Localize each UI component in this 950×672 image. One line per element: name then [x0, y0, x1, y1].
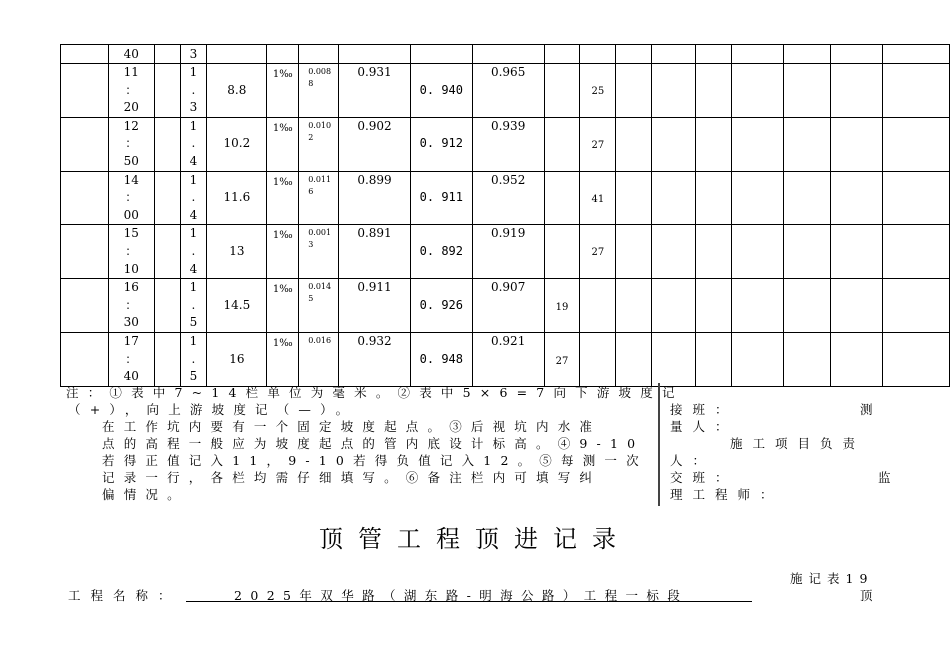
notes-section [60, 383, 684, 506]
blank-cell [154, 279, 180, 333]
digit-text: 3 [189, 100, 198, 115]
digit-text: 4 [189, 261, 198, 276]
reading-cell: 0.899 [339, 171, 411, 225]
blank-cell [783, 225, 831, 279]
time-text: 30 [123, 315, 139, 330]
time-cell [108, 64, 154, 118]
time-text: 50 [123, 153, 139, 168]
blank-cell [731, 225, 783, 279]
digit-text: 1 [189, 65, 198, 79]
digit-cell [180, 117, 207, 171]
time-text: 16 [123, 280, 139, 295]
blank-cell [652, 45, 696, 64]
blank-cell [731, 171, 783, 225]
blank-cell [831, 332, 883, 386]
note-line: 在工作坑内要有一个固定坡度起点。③后视坑内水准 [102, 419, 602, 434]
reading-cell: 0. 911 [410, 171, 472, 225]
blank-cell [154, 45, 180, 64]
length-cell: 8.8 [207, 64, 267, 118]
digit-text: 4 [189, 207, 198, 222]
reading-cell [410, 45, 472, 64]
deviation-cell [544, 117, 580, 171]
design-elevation-cell [299, 45, 339, 64]
digit-text: 1 [189, 226, 198, 241]
row-index-cell [61, 45, 109, 64]
time-cell [108, 171, 154, 225]
blank-cell [883, 225, 950, 279]
handover-label: 交班： [670, 470, 738, 485]
blank-cell [652, 279, 696, 333]
blank-cell [154, 171, 180, 225]
digit-text: . [191, 243, 196, 258]
supervisor-label: 理工程师： [670, 487, 783, 502]
receiver-label: 接班： [670, 402, 738, 417]
time-text: ： [125, 136, 138, 151]
blank-cell [616, 45, 652, 64]
design-elevation-text: 0.001 [308, 228, 332, 238]
design-elevation-text: 0.016 [308, 335, 332, 345]
digit-cell [180, 171, 207, 225]
deviation-cell [580, 332, 616, 386]
reading-cell: 0.931 [339, 64, 411, 118]
blank-cell [731, 279, 783, 333]
reading-cell: 0. 926 [410, 279, 472, 333]
design-elevation-text: 0.010 [308, 120, 332, 130]
reading-cell [339, 45, 411, 64]
digit-cell [180, 64, 207, 118]
deviation-cell: 19 [544, 279, 580, 333]
time-text: ： [125, 190, 138, 205]
time-cell [108, 279, 154, 333]
time-text: 17 [123, 333, 139, 348]
time-text: 11 [123, 65, 139, 79]
time-text: ： [125, 351, 138, 366]
reading-cell: 0.965 [472, 64, 544, 118]
blank-cell [731, 45, 783, 64]
length-cell: 13 [207, 225, 267, 279]
digit-text: . [191, 82, 196, 97]
digit-text: 5 [189, 315, 198, 330]
digit-text: 1 [189, 118, 198, 133]
deviation-cell: 27 [544, 332, 580, 386]
blank-cell [783, 332, 831, 386]
deviation-cell: 25 [580, 64, 616, 118]
time-cell [108, 117, 154, 171]
blank-cell [695, 45, 731, 64]
blank-cell [616, 332, 652, 386]
reading-cell: 0.911 [339, 279, 411, 333]
time-text: 20 [123, 100, 139, 115]
blank-cell [652, 117, 696, 171]
row-index-cell [61, 171, 109, 225]
blank-cell [831, 225, 883, 279]
blank-cell [883, 171, 950, 225]
reading-cell: 0.891 [339, 225, 411, 279]
note-line: 若得正值记入11，9-10若得负值记入12。⑤每测一次 [102, 453, 648, 468]
design-elevation-text: 0.011 [308, 174, 332, 184]
blank-cell [883, 45, 950, 64]
digit-cell [180, 45, 207, 64]
blank-cell [783, 171, 831, 225]
table-row [61, 279, 950, 333]
digit-text: . [191, 190, 196, 205]
note-line: 偏情况。 [102, 487, 189, 502]
deviation-cell: 41 [580, 171, 616, 225]
reading-cell: 0.932 [339, 332, 411, 386]
time-text: 40 [123, 47, 139, 61]
table-row [61, 332, 950, 386]
time-text: 14 [123, 172, 139, 187]
time-text: 00 [123, 207, 139, 222]
blank-cell [831, 64, 883, 118]
digit-cell [180, 332, 207, 386]
deviation-cell: 27 [580, 225, 616, 279]
blank-cell [695, 225, 731, 279]
supervisor-char: 监 [878, 470, 901, 485]
reading-cell: 0. 940 [410, 64, 472, 118]
time-cell [108, 225, 154, 279]
blank-cell [154, 225, 180, 279]
blank-cell [616, 225, 652, 279]
deviation-cell [544, 225, 580, 279]
table-row [61, 117, 950, 171]
slope-cell: 1‰ [267, 64, 299, 118]
jacking-record-table [60, 44, 950, 387]
blank-cell [883, 279, 950, 333]
time-text: ： [125, 297, 138, 312]
blank-cell [883, 117, 950, 171]
digit-text: 3 [189, 47, 198, 61]
digit-text: 4 [189, 153, 198, 168]
table-row [61, 64, 950, 118]
blank-cell [783, 64, 831, 118]
row-index-cell [61, 332, 109, 386]
slope-cell: 1‰ [267, 225, 299, 279]
blank-cell [652, 225, 696, 279]
reading-cell: 0. 892 [410, 225, 472, 279]
form-number: 施记表19 [790, 571, 874, 586]
blank-cell [616, 64, 652, 118]
project-lead-label: 施工项目负责 [730, 436, 866, 451]
reading-cell: 0.939 [472, 117, 544, 171]
time-cell [108, 332, 154, 386]
blank-cell [783, 45, 831, 64]
slope-cell: 1‰ [267, 171, 299, 225]
deviation-cell [544, 45, 580, 64]
blank-cell [154, 332, 180, 386]
note-line: 注：①表中7~14栏单位为毫米。②表中5×6=7向下游坡度记 [66, 385, 684, 400]
time-cell [108, 45, 154, 64]
note-line: 点的高程一般应为坡度起点的管内底设计标高。④9-10 [102, 436, 645, 451]
digit-text: . [191, 297, 196, 312]
digit-cell [180, 279, 207, 333]
time-text: 15 [123, 226, 139, 241]
blank-cell [731, 64, 783, 118]
deviation-cell [580, 279, 616, 333]
blank-cell [695, 64, 731, 118]
deviation-cell: 27 [580, 117, 616, 171]
design-elevation-cell [299, 332, 339, 386]
blank-cell [831, 171, 883, 225]
project-name-field: 2025年双华路（湖东路-明海公路）工程一标段 [186, 586, 752, 602]
slope-cell: 1‰ [267, 117, 299, 171]
blank-cell [731, 332, 783, 386]
blank-cell [695, 279, 731, 333]
blank-cell [616, 171, 652, 225]
reading-cell: 0.902 [339, 117, 411, 171]
design-elevation-cell [299, 171, 339, 225]
reading-cell: 0.952 [472, 171, 544, 225]
table-row [61, 171, 950, 225]
design-elevation-text: 6 [308, 186, 314, 196]
blank-cell [695, 117, 731, 171]
project-lead-label-2: 人： [670, 453, 716, 468]
deviation-cell [580, 45, 616, 64]
slope-cell: 1‰ [267, 332, 299, 386]
reading-cell [472, 45, 544, 64]
table-row [61, 45, 950, 64]
time-text: ： [125, 82, 138, 97]
blank-cell [616, 279, 652, 333]
design-elevation-text: 3 [308, 240, 314, 250]
blank-cell [883, 332, 950, 386]
blank-cell [831, 279, 883, 333]
blank-cell [831, 117, 883, 171]
project-name-label: 工程名称： [68, 588, 181, 603]
design-elevation-cell [299, 117, 339, 171]
table-row [61, 225, 950, 279]
deviation-cell [544, 171, 580, 225]
digit-text: . [191, 136, 196, 151]
measure-char: 测 [860, 402, 883, 417]
design-elevation-cell [299, 279, 339, 333]
row-index-cell [61, 279, 109, 333]
digit-text: 1 [189, 333, 198, 348]
blank-cell [616, 117, 652, 171]
measurer-label: 量人： [670, 419, 738, 434]
time-text: ： [125, 243, 138, 258]
row-index-cell [61, 64, 109, 118]
design-elevation-text: 8 [308, 79, 314, 88]
blank-cell [154, 117, 180, 171]
design-elevation-text: 5 [308, 294, 314, 304]
slope-cell: 1‰ [267, 279, 299, 333]
form-unit: 顶 [860, 588, 873, 603]
blank-cell [695, 332, 731, 386]
digit-text: . [191, 351, 196, 366]
time-text: 10 [123, 261, 139, 276]
reading-cell: 0.921 [472, 332, 544, 386]
blank-cell [695, 171, 731, 225]
note-line: 记录一行，各栏均需仔细填写。⑥备注栏内可填写纠 [102, 470, 602, 485]
reading-cell: 0.919 [472, 225, 544, 279]
design-elevation-text: 0.008 [308, 67, 332, 76]
length-cell: 11.6 [207, 171, 267, 225]
blank-cell [831, 45, 883, 64]
blank-cell [783, 279, 831, 333]
length-cell: 10.2 [207, 117, 267, 171]
row-index-cell [61, 225, 109, 279]
digit-text: 5 [189, 369, 198, 384]
digit-cell [180, 225, 207, 279]
slope-cell [267, 45, 299, 64]
length-cell [207, 45, 267, 64]
blank-cell [652, 332, 696, 386]
digit-text: 1 [189, 280, 198, 295]
row-index-cell [61, 117, 109, 171]
time-text: 12 [123, 118, 139, 133]
digit-text: 1 [189, 172, 198, 187]
design-elevation-cell [299, 225, 339, 279]
design-elevation-text: 2 [308, 132, 314, 142]
blank-cell [731, 117, 783, 171]
blank-cell [652, 171, 696, 225]
blank-cell [883, 64, 950, 118]
length-cell: 16 [207, 332, 267, 386]
reading-cell: 0. 912 [410, 117, 472, 171]
blank-cell [154, 64, 180, 118]
reading-cell: 0. 948 [410, 332, 472, 386]
time-text: 40 [123, 369, 139, 384]
length-cell: 14.5 [207, 279, 267, 333]
design-elevation-cell [299, 64, 339, 118]
document-title: 顶管工程顶进记录 [319, 525, 631, 553]
blank-cell [652, 64, 696, 118]
blank-cell [783, 117, 831, 171]
deviation-cell [544, 64, 580, 118]
design-elevation-text: 0.014 [308, 282, 332, 292]
note-line: （+），向上游坡度记（—）。 [68, 402, 358, 417]
reading-cell: 0.907 [472, 279, 544, 333]
